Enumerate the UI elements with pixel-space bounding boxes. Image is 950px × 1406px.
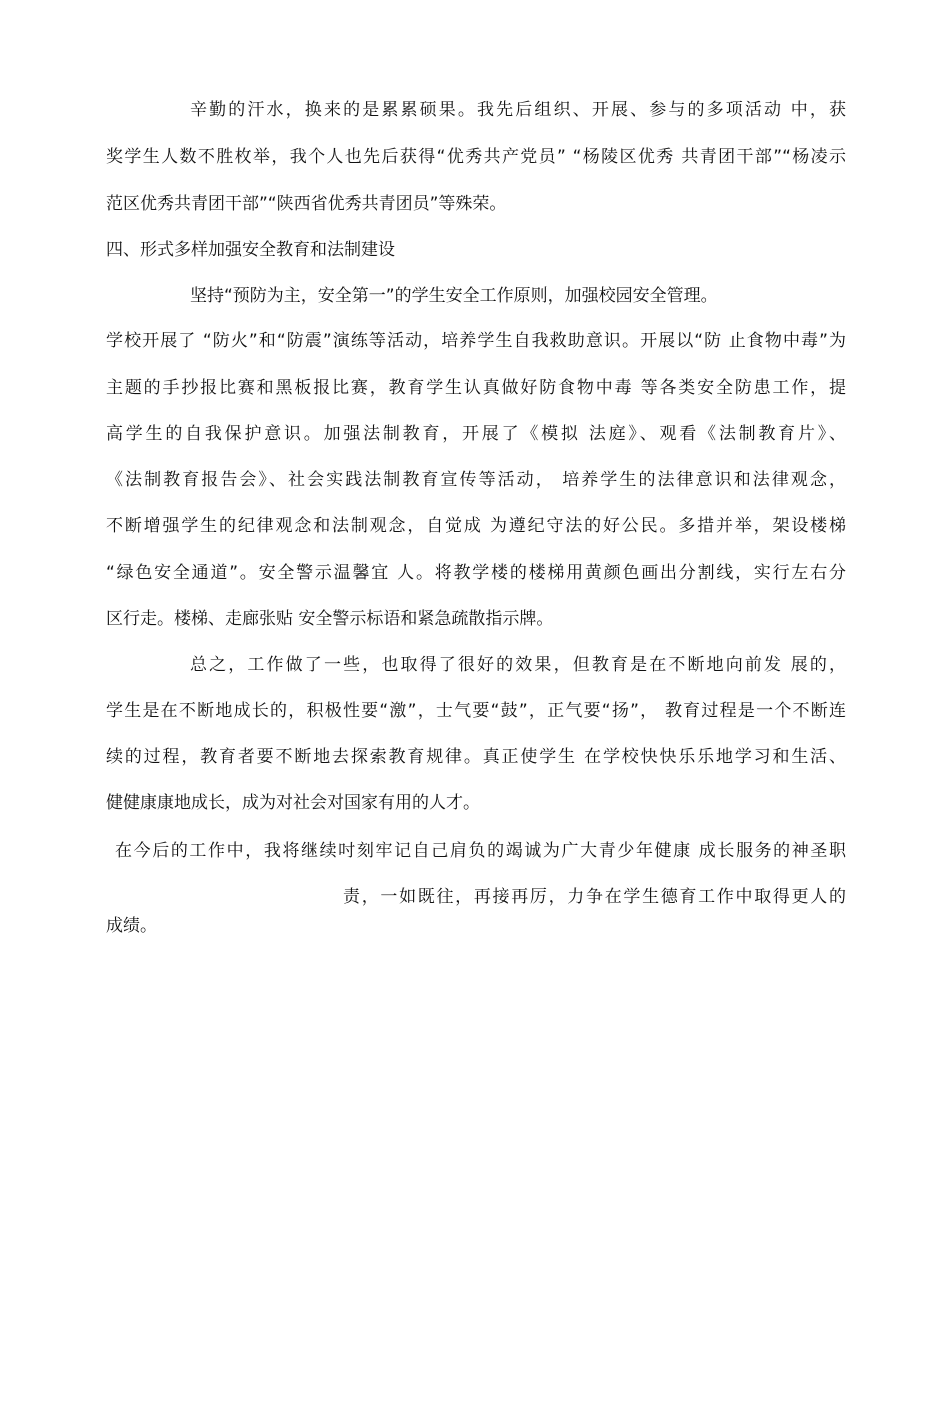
paragraph-2-line-8: 区行走。楼梯、走廊张贴 安全警示标语和紧急疏散指示牌。 bbox=[106, 609, 554, 629]
paragraph-4-line-1: 在今后的工作中，我将继续吋刻牢记自己肩负的竭诚为广大青少年健康 成长服务的神圣职 bbox=[115, 841, 846, 861]
paragraph-3-line-3: 续的过程，教育者要不断地去探索教育规律。真正使学生 在学校快快乐乐地学习和生活、 bbox=[106, 747, 846, 767]
paragraph-1-line-2: 奖学生人数不胜枚举，我个人也先后获得“优秀共产党员” “杨陵区优秀 共青团干部”“杨凌示 bbox=[106, 147, 846, 167]
paragraph-1-line-3: 范区优秀共青团干部”“陕西省优秀共青团员”等殊荣。 bbox=[106, 194, 507, 214]
paragraph-2-line-6: 不断增强学生的纪律观念和法制观念，自觉成 为遵纪守法的好公民。多措并举，架设楼梯 bbox=[106, 516, 846, 536]
paragraph-2-line-3: 主题的手抄报比赛和黑板报比赛，教育学生认真做好防食物中毒 等各类安全防患工作，提 bbox=[106, 378, 846, 398]
paragraph-3-line-1: 总之，工作做了一些，也取得了很好的效果，但教育是在不断地向前发 展的， bbox=[190, 655, 846, 675]
paragraph-2-line-7: “绿色安全通道”。安全警示温馨宜 人。将教学楼的楼梯用黄颜色画出分割线，实行左右分 bbox=[106, 563, 846, 583]
paragraph-2-line-4: 高学生的自我保护意识。加强法制教育，开展了《模拟 法庭》、观看《法制教育片》、 bbox=[106, 424, 846, 444]
paragraph-3-line-4: 健健康康地成长，成为对社会对国家有用的人才。 bbox=[106, 793, 480, 813]
paragraph-4-line-2: 责，一如既往，再接再厉，力争在学生德育工作中取得更人的 bbox=[343, 887, 846, 907]
paragraph-2-line-2: 学校开展了 “防火”和“防震”演练等活动，培养学生自我救助意识。开展以“防 止食物中毒”为 bbox=[106, 331, 846, 351]
section-heading-4: 四、形式多样加强安全教育和法制建设 bbox=[106, 240, 395, 260]
paragraph-1-line-1: 辛勤的汗水，换来的是累累硕果。我先后组织、开展、参与的多项活动 中，获 bbox=[190, 100, 846, 120]
paragraph-2-line-1: 坚持“预防为主，安全第一”的学生安全工作原则，加强校园安全管理。 bbox=[190, 286, 718, 306]
paragraph-3-line-2: 学生是在不断地成长的，积极性要“激”，士气要“鼓”，正气要“扬”， 教育过程是一个不断连 bbox=[106, 701, 846, 721]
paragraph-4-line-3: 成绩。 bbox=[106, 916, 157, 936]
paragraph-2-line-5: 《法制教育报告会》、社会实践法制教育宣传等活动， 培养学生的法律意识和法律观念， bbox=[106, 470, 846, 490]
